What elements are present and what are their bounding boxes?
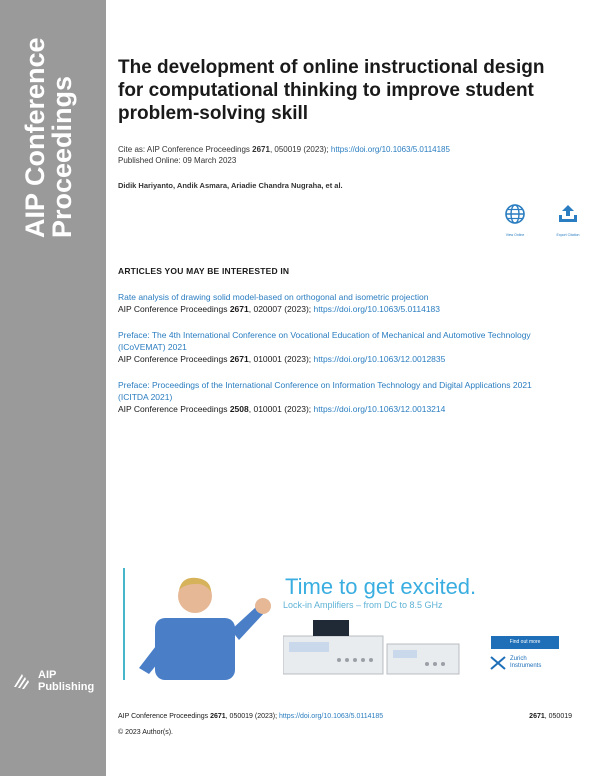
globe-icon	[504, 203, 526, 225]
export-citation-label: Export Citation	[556, 233, 580, 237]
paper-title: The development of online instructional design for computational thinking to improve student problem-solving skill	[118, 57, 545, 124]
publisher-logo[interactable]	[12, 669, 94, 693]
view-online-button[interactable]	[495, 203, 535, 237]
export-citation-button[interactable]	[548, 203, 588, 237]
footer-rest: , 050019 (2023);	[225, 713, 279, 720]
brand-line2: Instruments	[510, 663, 542, 669]
view-online-label: View Online	[505, 233, 525, 237]
copyright-notice: © 2023 Author(s).	[118, 729, 173, 736]
footer-page-article: , 050019	[544, 713, 572, 720]
related-article-rest: , 010001 (2023);	[248, 354, 314, 364]
aip-logo-icon	[12, 671, 34, 691]
related-article	[118, 379, 563, 415]
journal-name	[22, 37, 76, 238]
related-article-journal: AIP Conference Proceedings	[118, 304, 230, 314]
related-articles-heading: ARTICLES YOU MAY BE INTERESTED IN	[118, 266, 290, 276]
footer-page-volume: 2671	[529, 713, 545, 720]
export-icon	[556, 203, 580, 225]
find-out-more-button[interactable]: Find out more	[491, 636, 559, 649]
related-article	[118, 329, 563, 365]
footer-page-number	[529, 713, 572, 720]
person-photo-icon	[127, 568, 277, 680]
related-article-volume: 2671	[229, 304, 249, 314]
logo-line2: Publishing	[38, 681, 95, 693]
logo-line1: AIP	[38, 669, 57, 681]
related-article-volume: 2671	[229, 354, 249, 364]
related-article-journal: AIP Conference Proceedings	[118, 354, 230, 364]
footer-doi-link[interactable]: https://doi.org/10.1063/5.0114185	[279, 713, 384, 720]
published-date: Published Online: 09 March 2023	[118, 156, 237, 165]
zurich-instruments-logo	[490, 656, 541, 670]
cite-label: Cite as: AIP Conference Proceedings	[118, 145, 253, 154]
related-article-doi[interactable]: https://doi.org/10.1063/5.0114183	[313, 304, 440, 314]
cite-rest: , 050019 (2023);	[269, 145, 331, 154]
ad-subline: Lock-in Amplifiers – from DC to 8.5 GHz	[283, 600, 443, 610]
advertisement-banner[interactable]	[123, 568, 565, 680]
related-article-journal: AIP Conference Proceedings	[118, 404, 230, 414]
related-article-title[interactable]: Rate analysis of drawing solid model-based on orthogonal and isometric projection	[118, 292, 429, 302]
related-article-rest: , 010001 (2023);	[248, 404, 314, 414]
footer-volume: 2671	[210, 713, 226, 720]
brand-line1: Zurich	[510, 656, 527, 662]
related-article-title[interactable]: Preface: The 4th International Conference on Vocational Education of Mechanical and Automotive Technology (ICoVEMAT) 2021	[118, 330, 531, 352]
journal-name-line2: Proceedings	[47, 75, 77, 238]
related-article-volume: 2508	[229, 404, 249, 414]
related-article-doi[interactable]: https://doi.org/10.1063/12.0013214	[313, 404, 446, 414]
related-article	[118, 291, 563, 315]
journal-sidebar	[0, 0, 106, 776]
ad-accent-bar	[123, 568, 125, 680]
related-article-title[interactable]: Preface: Proceedings of the International Conference on Information Technology and Digital Applications 2021 (ICITDA 2021)	[118, 380, 532, 402]
instrument-device-icon	[283, 616, 463, 676]
ad-headline: Time to get excited.	[285, 574, 477, 599]
author-list[interactable]: Didik Hariyanto, Andik Asmara, Ariadie Chandra Nugraha, et al.	[118, 181, 343, 190]
cite-doi-link[interactable]: https://doi.org/10.1063/5.0114185	[330, 145, 450, 154]
cite-as	[118, 144, 450, 155]
zurich-x-icon	[490, 656, 506, 670]
footer-citation	[118, 713, 383, 720]
cite-volume: 2671	[252, 145, 270, 154]
footer-journal: AIP Conference Proceedings	[118, 713, 211, 720]
related-article-doi[interactable]: https://doi.org/10.1063/12.0012835	[313, 354, 446, 364]
journal-name-line1: AIP Conference	[20, 37, 50, 238]
related-article-rest: , 020007 (2023);	[248, 304, 314, 314]
